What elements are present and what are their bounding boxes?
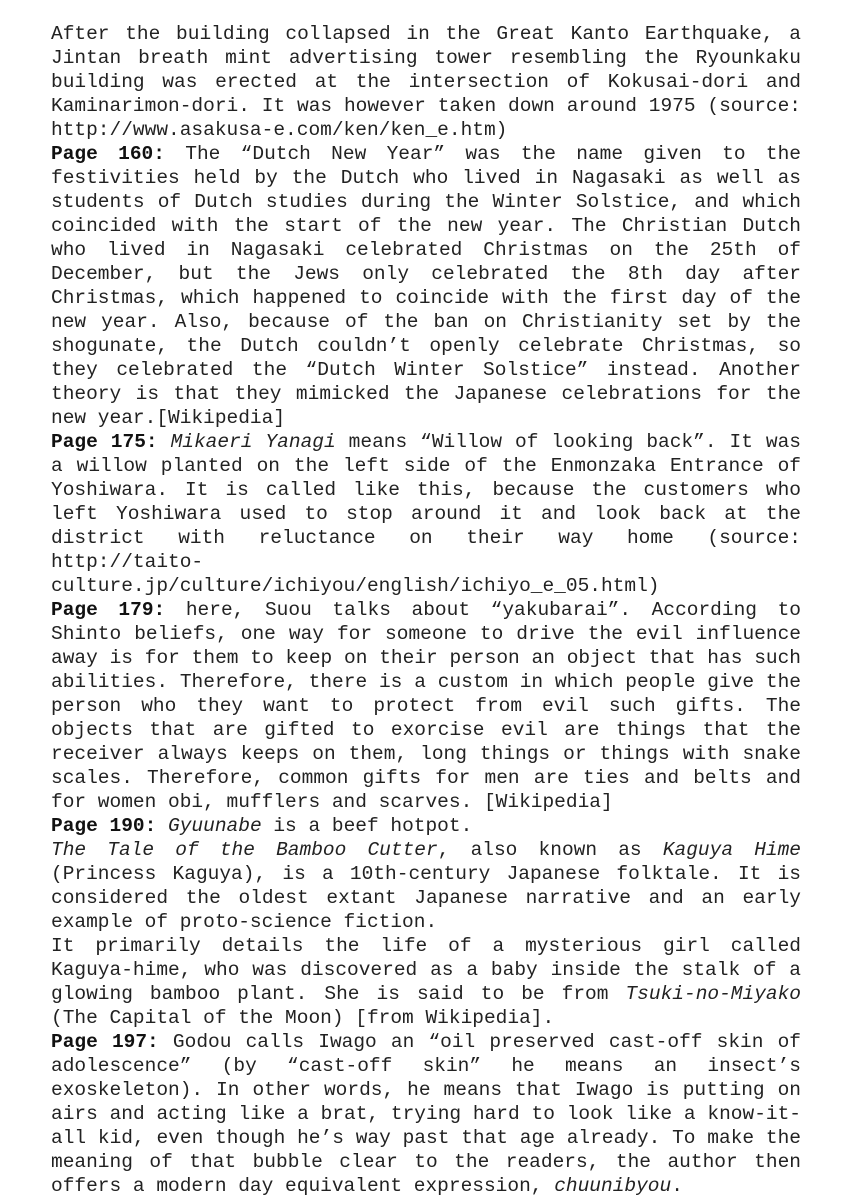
page-label: Page 190: <box>51 815 157 837</box>
note-text: means “Willow of looking back”. It was a willow planted on the left side of the Enmonzaka Entrance of Yoshiwara. It is called like this, because the customers who left Yoshiwara used to stop around it and look back at the district with reluctance on their way home (source: http://taito-culture.jp/culture/ichiyou/english/ichiyo_e_05.html) <box>51 431 801 597</box>
note-kaguya-hime <box>51 934 801 1030</box>
note-text: here, Suou talks about “yakubarai”. According to Shinto beliefs, one way for someone to drive the evil influence away is for them to keep on their person an object that has such abilities. Therefore, there is a custom in which people give the person who they want to protect from evil such gifts. The objects that are gifted to exorcise evil are things that the receiver always keeps on them, long things or things with snake scales. Therefore, common gifts for men are ties and belts and for women obi, mufflers and scarves. [Wikipedia] <box>51 599 801 813</box>
note-page-160 <box>51 142 801 430</box>
note-ryounkaku <box>51 22 801 142</box>
note-page-190 <box>51 814 801 838</box>
term: chuunibyou <box>554 1175 672 1197</box>
page-label: Page 160: <box>51 143 165 165</box>
page-label: Page 197: <box>51 1031 159 1053</box>
note-text: (Princess Kaguya), is a 10th-century Japanese folktale. It is considered the oldest extant Japanese narrative and an early example of proto-science fiction. <box>51 863 801 933</box>
note-text: is a beef hotpot. <box>273 815 473 837</box>
place-name: Tsuki-no-Miyako <box>625 983 802 1005</box>
work-title: The Tale of the Bamboo Cutter <box>51 839 438 861</box>
note-text: After the building collapsed in the Great Kanto Earthquake, a Jintan breath mint advertising tower resembling the Ryounkaku building was erected at the intersection of Kokusai-dori and Kaminarimon-dori. It was however taken down around 1975 (source: http://www.asakusa-e.com/ken/ken_e.htm) <box>51 23 801 141</box>
note-text: , also known as <box>437 839 642 861</box>
note-page-175 <box>51 430 801 598</box>
page-label: Page 175: <box>51 431 158 453</box>
note-text: It primarily details the life of a mysterious girl called Kaguya-hime, who was discovered as a baby inside the stalk of a glowing bamboo plant. She is said to be from <box>51 935 801 1005</box>
note-bamboo-cutter <box>51 838 801 934</box>
note-page-197 <box>51 1030 801 1198</box>
note-text: The “Dutch New Year” was the name given to the festivities held by the Dutch who lived in Nagasaki as well as students of Dutch studies during the Winter Solstice, and which coincided with the start of the new year. The Christian Dutch who lived in Nagasaki celebrated Christmas on the 25th of December, but the Jews only celebrated the 8th day after Christmas, which happened to coincide with the first day of the new year. Also, because of the ban on Christianity set by the shogunate, the Dutch couldn’t openly celebrate Christmas, so they celebrated the “Dutch Winter Solstice” instead. Another theory is that they mimicked the Japanese celebrations for the new year.[Wikipedia] <box>51 143 801 429</box>
term: Mikaeri Yanagi <box>170 431 336 453</box>
notes-page <box>51 22 801 1198</box>
term: Gyuunabe <box>168 815 262 837</box>
note-page-179 <box>51 598 801 814</box>
note-text: (The Capital of the Moon) [from Wikipedia]. <box>51 1007 555 1029</box>
note-end: . <box>671 1175 683 1197</box>
note-text: Godou calls Iwago an “oil preserved cast-off skin of adolescence” (by “cast-off skin” he means an insect’s exoskeleton). In other words, he means that Iwago is putting on airs and acting like a brat, trying hard to look like a know-it-all kid, even though he’s way past that age already. To make the meaning of that bubble clear to the readers, the author then offers a modern day equivalent expression, <box>51 1031 801 1197</box>
page-label: Page 179: <box>51 599 166 621</box>
alt-title: Kaguya Hime <box>662 839 802 861</box>
